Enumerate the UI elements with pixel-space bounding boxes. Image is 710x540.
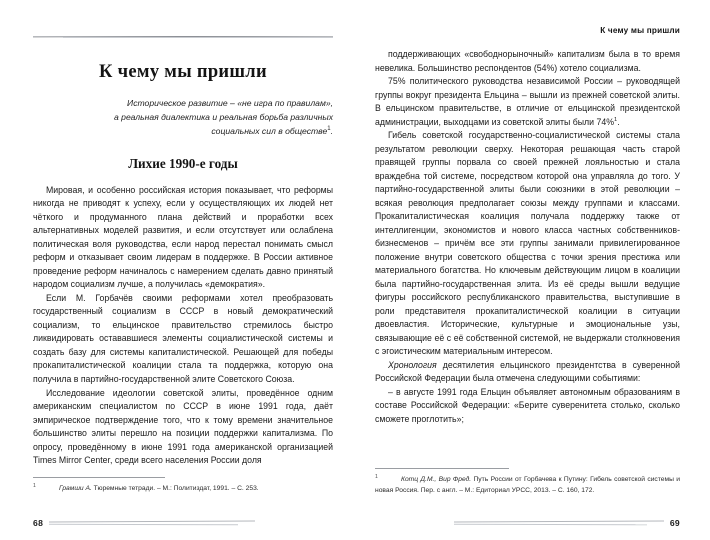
folio-ornament	[49, 520, 255, 527]
paragraph: – в августе 1991 года Ельцин объявляет автономным образованиям в составе Российской Федерации: «Берите суверенитета столько, сколько сможете проглотить»;	[375, 386, 680, 424]
epigraph-line-3: социальных сил в обществе	[211, 125, 328, 136]
footnote	[375, 474, 680, 496]
paragraph-italic-lead: Хронология	[388, 359, 437, 370]
footnote-marker-inline: 1	[614, 116, 618, 123]
right-footnote-zone	[375, 468, 680, 496]
paragraph: Гибель советской государственно-социалистической системы стала результатом революции сверху. Некоторая решающая часть старой правящей группы порвала со своей прежней лояльностью и стала враждебна той системе, посредством которой она управляла до того. У партийно-государственной элиты были союзники в этой революции – всякая революция предполагает союзы между группами и классами. Прокапиталистическая коалиция получала поддержку также от интеллигенции, экономистов и нового класса частных собственников-бизнесменов – причём все эти группы занимали привилегированное положение внутри советского общества с точки зрения престижа или материального богатства. Но ключевым действующим лицом в коалиции была партийно-государственная элита. Из её среды вышли ведущие фигуры российского республиканского правительства, выступившие в роли представителя прокапиталистической коалиции в ситуации двоевластия. Исторические, культурные и эмоциональные узы, связывающие её с её собственной системой, не выдержали столкновения с эгоистическим материальным интересом.	[375, 130, 680, 357]
footnote-marker: 1	[33, 482, 36, 489]
footnote-author: Котц Д.М., Вир Фред.	[401, 476, 472, 484]
left-page-header	[33, 0, 333, 48]
paragraph: Если М. Горбачёв своими реформами хотел преобразовать государственный социализм в СССР в новый демократический социализм, то ельцинское правительство стремилось быстро ликвидировать остававшиеся элементы социалистической системы и создать базу для системы капиталистической. Решающей для победы прокапиталистической коалиции стала та поддержка, которую она получила в партийно-государственной элите Советского Союза.	[33, 292, 333, 384]
footnote-text: Путь России от Горбачева к Путину: Гибель советской системы и новая Россия. Пер. с англ. – М.: Едиториал УРСС, 2013. – С. 160, 172.	[375, 476, 680, 494]
right-page-header	[375, 0, 680, 48]
left-folio	[33, 518, 333, 528]
footnote-marker: 1	[375, 474, 378, 481]
footnote-author: Грамши А.	[59, 484, 92, 492]
folio-ornament	[454, 520, 664, 527]
right-folio	[375, 518, 680, 528]
left-body-text	[33, 184, 333, 468]
paragraph: Мировая, и особенно российская история показывает, что реформы никогда не приводят к успеху, если у осуществляющих их людей нет чёткого и продуманного плана действий и проработки всех альтернативных моделей развития, и если отсутствует или ослаблена политическая воля руководства, если народ перестал понимать смысл реформ и отказывает своим лидерам в поддержке. В России активное проведение реформ начиналось с намерением сделать давно принятый народом социализм лучше, а получилась «демократия».	[33, 184, 333, 290]
paragraph: поддерживающих «свободнорыночный» капитализм была в то время невелика. Большинство респондентов (54%) хотело социализма.	[375, 49, 680, 73]
paragraph	[375, 75, 680, 129]
paragraph-text: 75% политического руководства независимой России – руководящей группы вокруг президента Ельцина – вышли из прежней советской элиты. В ельцинском правительстве, в отличие от ельцинской президентской администрации, выходцами из советской элиты были 74%	[375, 76, 680, 127]
right-body-text	[375, 48, 680, 426]
running-head: К чему мы пришли	[600, 26, 680, 35]
paragraph-text: десятилетия ельцинского президентства в суверенной Российской Федерации была отмечена следующими событиями:	[375, 359, 680, 384]
epigraph	[33, 97, 333, 139]
epigraph-period: .	[330, 125, 333, 136]
epigraph-line-2: а реальная диалектика и реальная борьба различных	[114, 111, 333, 122]
header-rule	[33, 36, 333, 38]
paragraph	[375, 359, 680, 386]
footnote-separator	[33, 477, 165, 478]
footnote-separator	[375, 468, 509, 469]
paragraph-period: .	[617, 116, 620, 127]
section-title: Лихие 1990-е годы	[128, 155, 238, 171]
epigraph-line-1: Историческое развитие – «не игра по правилам»,	[127, 98, 333, 108]
footnote	[33, 483, 333, 494]
footnote-text: Тюремные тетради. – М.: Политиздат, 1991. – С. 253.	[91, 484, 259, 492]
epigraph-footnote-marker: 1	[327, 125, 331, 132]
page-number: 69	[669, 518, 680, 528]
page-number: 68	[33, 518, 44, 528]
right-page	[355, 0, 710, 540]
chapter-title: К чему мы пришли	[99, 62, 267, 82]
left-footnote-zone	[33, 477, 333, 494]
paragraph: Исследование идеологии советской элиты, проведённое одним американским специалистом по СССР в июне 1991 года, даёт эмпирическое подтверждение того, что к тому времени значительное большинство элиты перешло на позиции поддержки капитализма. По опросу, проведённому в июне 1991 года американской организацией Times Mirror Center, среди всего населения России доля	[33, 387, 333, 466]
